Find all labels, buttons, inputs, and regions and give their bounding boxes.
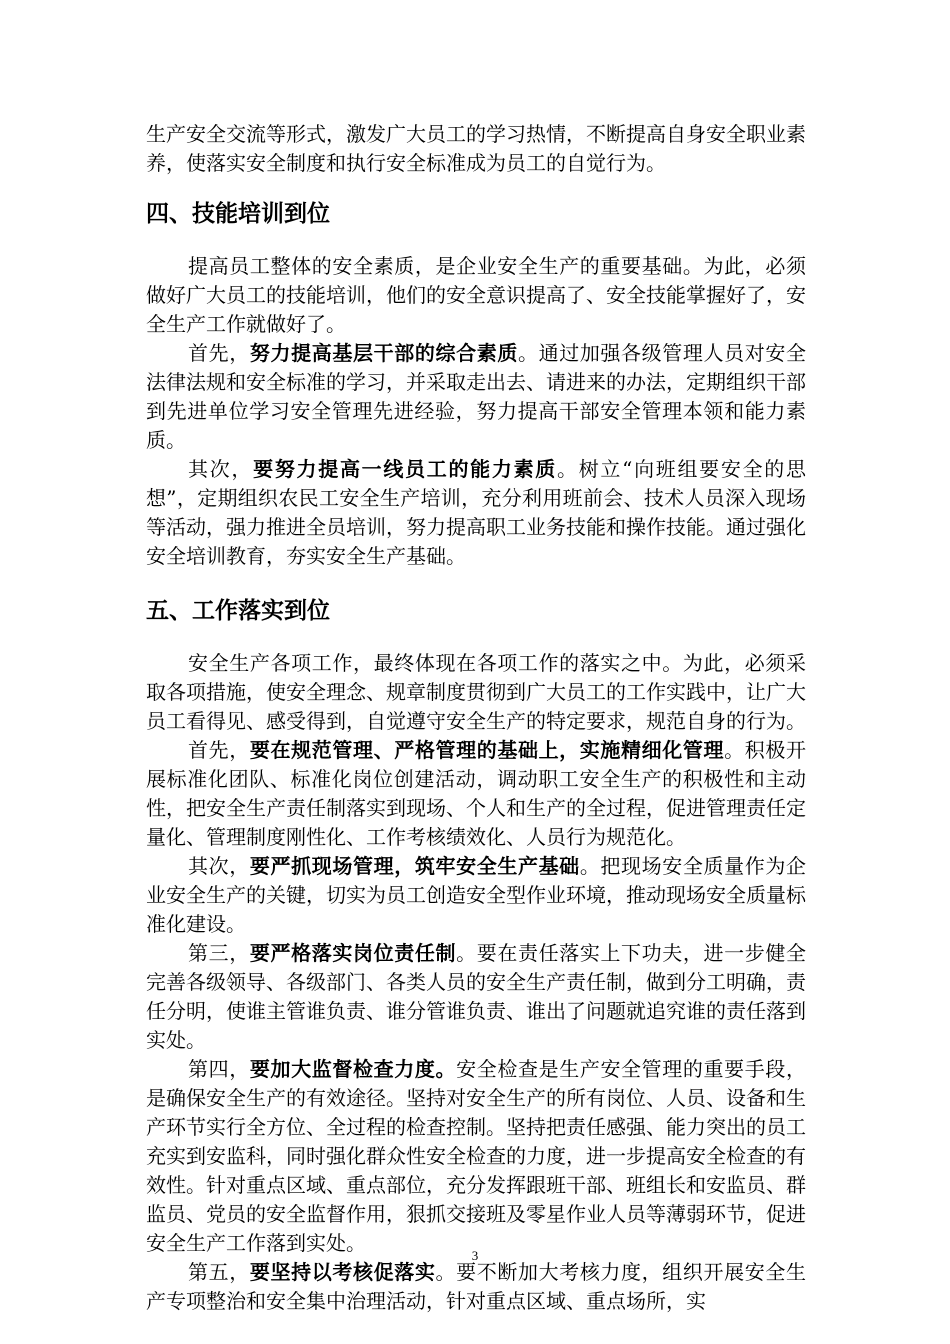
body-text: 。要不断加大考核力度，组织开展安全生产专项整治和安全集中治理活动，针对重点区域、重点场所，实	[146, 1260, 807, 1313]
section-4-paragraph-1: 提高员工整体的安全素质，是企业安全生产的重要基础。为此，必须做好广大员工的技能培训，他们的安全意识提高了、安全技能掌握好了，安全生产工作就做好了。	[146, 254, 806, 336]
section-5-paragraph-1: 安全生产各项工作，最终体现在各项工作的落实之中。为此，必须采取各项措施，使安全理念、规章制度贯彻到广大员工的工作实践中，让广大员工看得见、感受得到，自觉遵守安全生产的特定要求，规范自身的行为。	[146, 651, 806, 733]
emphasis-text: 要加大监督检查力度。	[249, 1057, 457, 1081]
section-5-paragraph-5	[146, 1055, 806, 1258]
emphasis-text: 要严抓现场管理，筑牢安全生产基础	[249, 854, 580, 878]
section-4-heading: 四、技能培训到位	[146, 201, 330, 227]
body-text: 。通过加强各级管理人员对安全法律法规和安全标准的学习，并采取走出去、请进来的办法，定期组织干部到先进单位学习安全管理先进经验，努力提高干部安全管理本领和能力素质。	[146, 341, 807, 452]
intro-paragraph: 生产安全交流等形式，激发广大员工的学习热情，不断提高自身安全职业素养，使落实安全制度和执行安全标准成为员工的自觉行为。	[146, 122, 806, 175]
section-4-paragraph-2	[146, 339, 806, 455]
document-page	[146, 120, 806, 1316]
emphasis-text: 要在规范管理、严格管理的基础上，实施精细化管理	[249, 738, 725, 762]
body-text: 。积极开展标准化团队、标准化岗位创建活动，调动职工安全生产的积极性和主动性，把安全生产责任制落实到现场、个人和生产的全过程，促进管理责任定量化、管理制度刚性化、工作考核绩效化、人员行为规范化。	[146, 738, 807, 849]
body-text: 。把现场安全质量作为企业安全生产的关键，切实为员工创造安全型作业环境，推动现场安全质量标准化建设。	[146, 854, 807, 936]
lead-text: 其次，	[188, 457, 254, 481]
body-text: 。要在责任落实上下功夫，进一步健全完善各级领导、各级部门、各类人员的安全生产责任制，做到分工明确，责任分明，使谁主管谁负责、谁分管谁负责、谁出了问题就追究谁的责任落到实处。	[146, 941, 807, 1052]
emphasis-text: 要坚持以考核促落实	[249, 1260, 436, 1284]
emphasis-text: 努力提高基层干部的综合素质	[249, 341, 518, 365]
emphasis-text: 要努力提高一线员工的能力素质	[253, 457, 558, 481]
section-5-paragraph-3	[146, 852, 806, 939]
page-number: 3	[471, 1248, 479, 1263]
body-text: 安全检查是生产安全管理的重要手段，是确保安全生产的有效途径。坚持对安全生产的所有岗位、人员、设备和生产环节实行全方位、全过程的检查控制。坚持把责任感强、能力突出的员工充实到安监科，同时强化群众性安全检查的力度，进一步提高安全检查的有效性。针对重点区域、重点部位，充分发挥跟班干部、班组长和安监员、群监员、党员的安全监督作用，狠抓交接班及零星作业人员等薄弱环节，促进安全生产工作落到实处。	[146, 1057, 807, 1255]
section-5-paragraph-2	[146, 736, 806, 852]
lead-text: 第四，	[188, 1057, 250, 1081]
section-5-heading: 五、工作落实到位	[146, 598, 330, 624]
lead-text: 第五，	[188, 1260, 250, 1284]
lead-text: 第三，	[188, 941, 250, 965]
lead-text: 首先，	[188, 738, 250, 762]
section-4-paragraph-3	[146, 455, 806, 571]
emphasis-text: 要严格落实岗位责任制	[249, 941, 457, 965]
body-text: 。树立“向班组要安全的思想”，定期组织农民工安全生产培训，充分利用班前会、技术人员深入现场等活动，强力推进全员培训，努力提高职工业务技能和操作技能。通过强化安全培训教育，夯实安全生产基础。	[146, 457, 807, 568]
lead-text: 其次，	[188, 854, 250, 878]
section-5-paragraph-4	[146, 939, 806, 1055]
section-5-paragraph-6	[146, 1258, 806, 1316]
lead-text: 首先，	[188, 341, 250, 365]
